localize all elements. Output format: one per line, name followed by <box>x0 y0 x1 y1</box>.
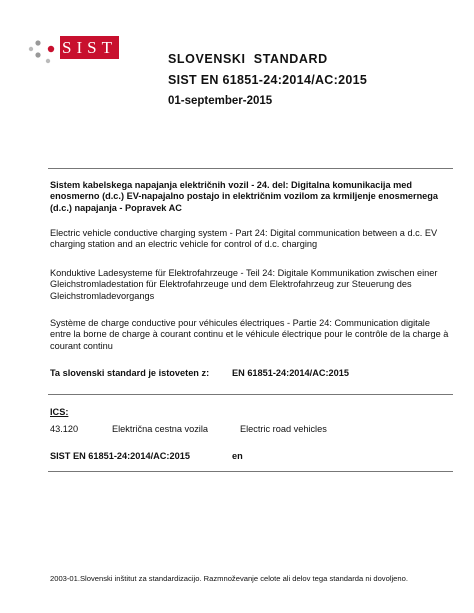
standard-number: SIST EN 61851-24:2014/AC:2015 <box>168 73 368 87</box>
divider-top <box>48 168 453 169</box>
title-german: Konduktive Ladesysteme für Elektrofahrzeuge - Teil 24: Digitale Kommunikation zwischen einer Gleichstromladestation für Elektrofahrzeuge und dem Elektrofahrzeug zur Steuerung des Gleichstromladevorgangs <box>50 268 438 301</box>
ics-english: Electric road vehicles <box>240 424 327 434</box>
identical-value: EN 61851-24:2014/AC:2015 <box>232 368 349 378</box>
footer-standard-number: SIST EN 61851-24:2014/AC:2015 <box>50 451 190 461</box>
ics-slovenian: Električna cestna vozila <box>112 424 209 434</box>
logo-dots-icon <box>24 38 64 66</box>
title-slovenian: Sistem kabelskega napajanja električnih vozil - 24. del: Digitalna komunikacija med enosmerno (d.c.) EV-napajalno postajo in električnim vozilom za krmiljenje enosmernega (d.c.) napajanja - Popravek AC <box>50 180 439 213</box>
copyright-notice: 2003-01.Slovenski inštitut za standardizacijo. Razmnoževanje celote ali delov tega standarda ni dovoljeno. <box>50 574 408 583</box>
divider-middle <box>48 394 453 395</box>
ics-code: 43.120 <box>50 424 79 434</box>
title-french: Système de charge conductive pour véhicules électriques - Partie 24: Communication digitale entre la borne de charge à courant continu et le véhicule électrique pour le contrôle de la charge à courant continu <box>50 318 449 351</box>
sist-logo: SIST <box>60 36 119 59</box>
divider-bottom <box>48 471 453 472</box>
identical-label: Ta slovenski standard je istoveten z: <box>50 368 210 378</box>
standard-label: SLOVENSKI STANDARD <box>168 52 328 66</box>
ics-label: ICS: <box>50 407 69 417</box>
footer-language: en <box>232 451 243 461</box>
publication-date: 01-september-2015 <box>168 95 273 107</box>
title-english: Electric vehicle conductive charging system - Part 24: Digital communication between a d.c. EV charging station and an electric vehicle for control of d.c. charging <box>50 228 438 250</box>
